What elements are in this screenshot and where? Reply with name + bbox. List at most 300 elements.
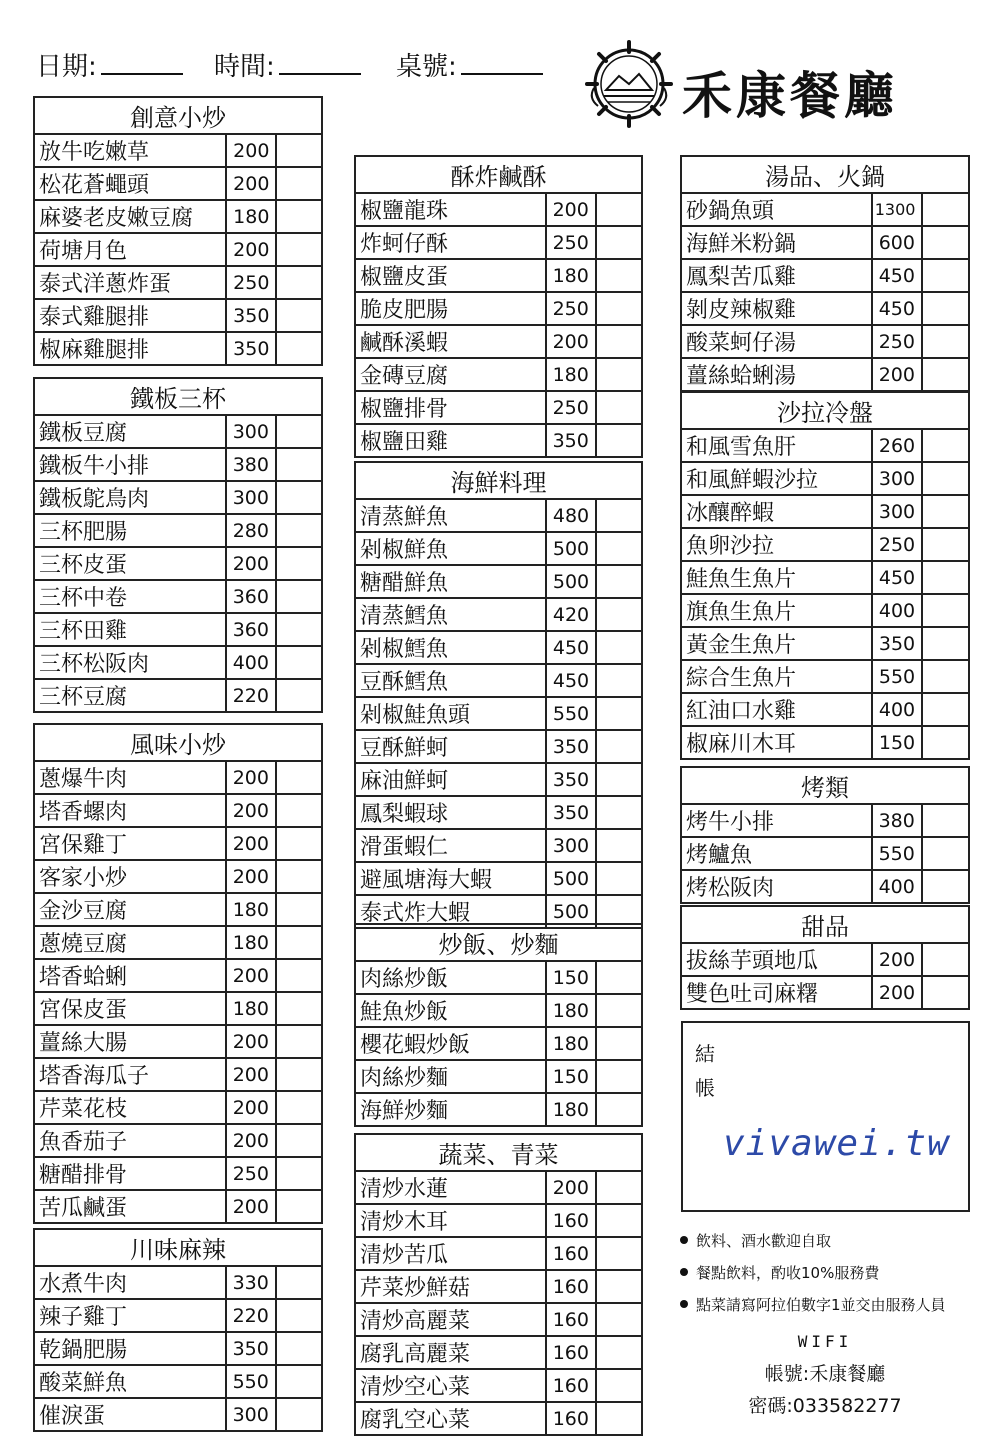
dish-name: 椒鹽排骨 — [355, 391, 546, 424]
quantity-cell[interactable] — [922, 726, 969, 759]
dish-name: 宮保雞丁 — [34, 827, 226, 860]
date-field[interactable] — [36, 44, 183, 84]
dish-price: 360 — [226, 580, 276, 613]
menu-row[interactable] — [34, 926, 322, 959]
menu-row[interactable] — [681, 292, 969, 325]
menu-row[interactable] — [355, 829, 642, 862]
dish-price: 350 — [226, 299, 276, 332]
quantity-cell[interactable] — [596, 226, 642, 259]
dish-name: 清炒水蓮 — [355, 1171, 546, 1204]
menu-row[interactable] — [34, 794, 322, 827]
dish-price: 550 — [872, 660, 922, 693]
quantity-cell[interactable] — [922, 976, 969, 1009]
menu-row[interactable] — [34, 167, 322, 200]
quantity-cell[interactable] — [922, 594, 969, 627]
menu-row[interactable] — [355, 226, 642, 259]
menu-row[interactable] — [355, 424, 642, 457]
menu-row[interactable] — [34, 415, 322, 448]
dish-name: 剝皮辣椒雞 — [681, 292, 872, 325]
quantity-cell[interactable] — [922, 627, 969, 660]
dish-price: 200 — [226, 761, 276, 794]
menu-row[interactable] — [34, 679, 322, 712]
menu-section-vegetables — [354, 1133, 643, 1436]
menu-row[interactable] — [34, 299, 322, 332]
menu-row[interactable] — [355, 598, 642, 631]
dish-name: 鳳梨苦瓜雞 — [681, 259, 872, 292]
dish-price: 160 — [546, 1270, 596, 1303]
note-item — [680, 1256, 990, 1288]
dish-name: 荷塘月色 — [34, 233, 226, 266]
menu-row[interactable] — [34, 448, 322, 481]
quantity-cell[interactable] — [276, 1157, 322, 1190]
quantity-cell[interactable] — [922, 462, 969, 495]
quantity-cell[interactable] — [596, 1270, 642, 1303]
menu-row[interactable] — [34, 1124, 322, 1157]
menu-row[interactable] — [355, 796, 642, 829]
dish-price: 300 — [226, 1398, 276, 1431]
dish-price: 180 — [546, 358, 596, 391]
quantity-cell[interactable] — [596, 565, 642, 598]
quantity-cell[interactable] — [922, 804, 969, 837]
quantity-cell[interactable] — [596, 961, 642, 994]
menu-row[interactable] — [355, 763, 642, 796]
menu-row[interactable] — [681, 429, 969, 462]
section-title: 創意小炒 — [34, 97, 322, 134]
quantity-cell[interactable] — [276, 167, 322, 200]
quantity-cell[interactable] — [596, 1237, 642, 1270]
dish-name: 宮保皮蛋 — [34, 992, 226, 1025]
dish-name: 酸菜鮮魚 — [34, 1365, 226, 1398]
dish-price: 450 — [872, 259, 922, 292]
quantity-cell[interactable] — [596, 598, 642, 631]
quantity-cell[interactable] — [922, 870, 969, 903]
quantity-cell[interactable] — [596, 763, 642, 796]
menu-row[interactable] — [355, 1336, 642, 1369]
menu-row[interactable] — [34, 613, 322, 646]
menu-row[interactable] — [355, 358, 642, 391]
quantity-cell[interactable] — [596, 1093, 642, 1126]
dish-name: 客家小炒 — [34, 860, 226, 893]
menu-row[interactable] — [681, 495, 969, 528]
menu-row[interactable] — [355, 1204, 642, 1237]
quantity-cell[interactable] — [922, 193, 969, 226]
menu-row[interactable] — [34, 827, 322, 860]
dish-price: 200 — [546, 325, 596, 358]
quantity-cell[interactable] — [596, 1303, 642, 1336]
dish-price: 160 — [546, 1303, 596, 1336]
section-title: 沙拉冷盤 — [681, 392, 969, 429]
quantity-cell[interactable] — [596, 1369, 642, 1402]
quantity-cell[interactable] — [596, 994, 642, 1027]
dish-name: 冰釀醉蝦 — [681, 495, 872, 528]
menu-row[interactable] — [34, 1365, 322, 1398]
menu-row[interactable] — [355, 730, 642, 763]
menu-row[interactable] — [681, 594, 969, 627]
quantity-cell[interactable] — [276, 332, 322, 365]
dish-name: 塔香蛤蜊 — [34, 959, 226, 992]
quantity-cell[interactable] — [596, 499, 642, 532]
dish-name: 綜合生魚片 — [681, 660, 872, 693]
quantity-cell[interactable] — [276, 1124, 322, 1157]
dish-name: 清炒木耳 — [355, 1204, 546, 1237]
menu-row[interactable] — [355, 1060, 642, 1093]
quantity-cell[interactable] — [596, 193, 642, 226]
quantity-cell[interactable] — [596, 1027, 642, 1060]
menu-section-salad-cold-dishes — [680, 391, 970, 760]
quantity-cell[interactable] — [276, 646, 322, 679]
dish-name: 三杯松阪肉 — [34, 646, 226, 679]
menu-row[interactable] — [355, 994, 642, 1027]
dish-name: 泰式洋蔥炸蛋 — [34, 266, 226, 299]
dish-price: 300 — [872, 462, 922, 495]
quantity-cell[interactable] — [276, 860, 322, 893]
dish-price: 180 — [226, 926, 276, 959]
dish-price: 260 — [872, 429, 922, 462]
quantity-cell[interactable] — [922, 226, 969, 259]
menu-row[interactable] — [34, 547, 322, 580]
menu-row[interactable] — [34, 514, 322, 547]
menu-row[interactable] — [34, 959, 322, 992]
menu-row[interactable] — [355, 532, 642, 565]
time-blank[interactable] — [279, 53, 361, 75]
menu-row[interactable] — [355, 391, 642, 424]
dish-name: 椒麻川木耳 — [681, 726, 872, 759]
dish-price: 300 — [872, 495, 922, 528]
restaurant-logo-icon — [584, 40, 674, 128]
dish-name: 放牛吃嫩草 — [34, 134, 226, 167]
menu-row[interactable] — [34, 893, 322, 926]
menu-row[interactable] — [34, 1091, 322, 1124]
dish-price: 300 — [226, 415, 276, 448]
table-number-blank[interactable] — [461, 53, 543, 75]
section-title: 風味小炒 — [34, 724, 322, 761]
menu-row[interactable] — [681, 358, 969, 391]
dish-name: 脆皮肥腸 — [355, 292, 546, 325]
quantity-cell[interactable] — [596, 358, 642, 391]
wifi-account: 帳號:禾康餐廳 — [764, 1363, 886, 1385]
quantity-cell[interactable] — [276, 1266, 322, 1299]
quantity-cell[interactable] — [922, 528, 969, 561]
dish-price: 300 — [226, 481, 276, 514]
dish-price: 500 — [546, 532, 596, 565]
dish-name: 腐乳高麗菜 — [355, 1336, 546, 1369]
quantity-cell[interactable] — [922, 292, 969, 325]
dish-price: 550 — [872, 837, 922, 870]
menu-section-iron-plate-three-cup — [33, 377, 323, 713]
menu-row[interactable] — [34, 1157, 322, 1190]
menu-row[interactable] — [681, 693, 969, 726]
quantity-cell[interactable] — [596, 862, 642, 895]
dish-price: 300 — [546, 829, 596, 862]
quantity-cell[interactable] — [596, 664, 642, 697]
quantity-cell[interactable] — [276, 415, 322, 448]
menu-row[interactable] — [681, 325, 969, 358]
note-text: 點菜請寫阿拉伯數字1並交由服務人員 — [696, 1295, 946, 1314]
quantity-cell[interactable] — [276, 547, 322, 580]
quantity-cell[interactable] — [276, 1398, 322, 1431]
quantity-cell[interactable] — [596, 424, 642, 457]
dish-price: 200 — [226, 1124, 276, 1157]
menu-row[interactable] — [34, 992, 322, 1025]
quantity-cell[interactable] — [922, 561, 969, 594]
quantity-cell[interactable] — [596, 292, 642, 325]
menu-row[interactable] — [355, 1237, 642, 1270]
dish-name: 麻婆老皮嫩豆腐 — [34, 200, 226, 233]
watermark-text: vivawei.tw — [723, 1123, 950, 1164]
quantity-cell[interactable] — [276, 893, 322, 926]
dish-price: 250 — [872, 528, 922, 561]
menu-row[interactable] — [34, 646, 322, 679]
menu-row[interactable] — [355, 1093, 642, 1126]
dish-price: 200 — [226, 959, 276, 992]
quantity-cell[interactable] — [276, 1332, 322, 1365]
dish-name: 苦瓜鹹蛋 — [34, 1190, 226, 1223]
menu-row[interactable] — [34, 200, 322, 233]
quantity-cell[interactable] — [276, 992, 322, 1025]
dish-price: 250 — [226, 1157, 276, 1190]
quantity-cell[interactable] — [276, 1091, 322, 1124]
quantity-cell[interactable] — [596, 1402, 642, 1435]
dish-name: 旗魚生魚片 — [681, 594, 872, 627]
menu-row[interactable] — [34, 233, 322, 266]
quantity-cell[interactable] — [276, 134, 322, 167]
quantity-cell[interactable] — [276, 926, 322, 959]
menu-row[interactable] — [681, 561, 969, 594]
menu-row[interactable] — [355, 1402, 642, 1435]
dish-name: 鐵板鴕鳥肉 — [34, 481, 226, 514]
dish-price: 500 — [546, 895, 596, 928]
menu-row[interactable] — [34, 1190, 322, 1223]
menu-row[interactable] — [355, 259, 642, 292]
dish-price: 250 — [546, 226, 596, 259]
dish-name: 椒鹽皮蛋 — [355, 259, 546, 292]
menu-row[interactable] — [355, 1369, 642, 1402]
dish-price: 350 — [872, 627, 922, 660]
quantity-cell[interactable] — [276, 1365, 322, 1398]
dish-price: 500 — [546, 565, 596, 598]
note-text: 餐點飲料，酌收10%服務費 — [696, 1263, 880, 1282]
quantity-cell[interactable] — [276, 959, 322, 992]
time-field[interactable] — [214, 44, 361, 84]
quantity-cell[interactable] — [276, 761, 322, 794]
dish-price: 550 — [226, 1365, 276, 1398]
dish-price: 380 — [226, 448, 276, 481]
dish-price: 220 — [226, 679, 276, 712]
dish-name: 紅油口水雞 — [681, 693, 872, 726]
dish-price: 200 — [546, 1171, 596, 1204]
quantity-cell[interactable] — [276, 827, 322, 860]
quantity-cell[interactable] — [276, 481, 322, 514]
table-number-field[interactable] — [396, 44, 543, 84]
dish-name: 鐵板牛小排 — [34, 448, 226, 481]
dish-name: 鐵板豆腐 — [34, 415, 226, 448]
menu-row[interactable] — [355, 862, 642, 895]
section-title: 湯品、火鍋 — [681, 156, 969, 193]
dish-name: 辣子雞丁 — [34, 1299, 226, 1332]
quantity-cell[interactable] — [276, 794, 322, 827]
menu-row[interactable] — [34, 580, 322, 613]
menu-row[interactable] — [34, 1398, 322, 1431]
quantity-cell[interactable] — [922, 358, 969, 391]
dish-name: 和風鮮蝦沙拉 — [681, 462, 872, 495]
dish-name: 櫻花蝦炒飯 — [355, 1027, 546, 1060]
dish-price: 450 — [546, 664, 596, 697]
menu-row[interactable] — [355, 631, 642, 664]
dish-price: 400 — [226, 646, 276, 679]
quantity-cell[interactable] — [596, 829, 642, 862]
menu-row[interactable] — [34, 1299, 322, 1332]
menu-section-fried-rice-noodles — [354, 923, 643, 1127]
dish-name: 肉絲炒麵 — [355, 1060, 546, 1093]
quantity-cell[interactable] — [596, 532, 642, 565]
dish-price: 200 — [226, 134, 276, 167]
wifi-info — [680, 1332, 970, 1422]
menu-row[interactable] — [34, 1332, 322, 1365]
dish-name: 三杯田雞 — [34, 613, 226, 646]
dish-name: 椒麻雞腿排 — [34, 332, 226, 365]
dish-price: 350 — [546, 763, 596, 796]
dish-price: 160 — [546, 1369, 596, 1402]
menu-row[interactable] — [355, 325, 642, 358]
quantity-cell[interactable] — [276, 200, 322, 233]
dish-name: 清炒苦瓜 — [355, 1237, 546, 1270]
menu-row[interactable] — [681, 259, 969, 292]
menu-row[interactable] — [34, 860, 322, 893]
menu-row[interactable] — [681, 870, 969, 903]
menu-row[interactable] — [34, 1025, 322, 1058]
dish-name: 催淚蛋 — [34, 1398, 226, 1431]
quantity-cell[interactable] — [596, 1171, 642, 1204]
menu-row[interactable] — [355, 193, 642, 226]
quantity-cell[interactable] — [596, 325, 642, 358]
quantity-cell[interactable] — [922, 943, 969, 976]
menu-row[interactable] — [34, 266, 322, 299]
section-title: 鐵板三杯 — [34, 378, 322, 415]
menu-row[interactable] — [355, 697, 642, 730]
quantity-cell[interactable] — [922, 693, 969, 726]
dish-price: 200 — [226, 794, 276, 827]
quantity-cell[interactable] — [922, 429, 969, 462]
dish-name: 剁椒鱈魚 — [355, 631, 546, 664]
menu-row[interactable] — [34, 332, 322, 365]
menu-row[interactable] — [681, 462, 969, 495]
dish-price: 180 — [546, 994, 596, 1027]
dish-name: 金磚豆腐 — [355, 358, 546, 391]
menu-row[interactable] — [34, 481, 322, 514]
menu-row[interactable] — [355, 961, 642, 994]
note-text: 飲料、酒水歡迎自取 — [696, 1231, 832, 1250]
menu-row[interactable] — [355, 1171, 642, 1204]
quantity-cell[interactable] — [276, 679, 322, 712]
quantity-cell[interactable] — [276, 613, 322, 646]
quantity-cell[interactable] — [276, 514, 322, 547]
dish-name: 松花蒼蠅頭 — [34, 167, 226, 200]
menu-section-deep-fried — [354, 155, 643, 458]
quantity-cell[interactable] — [276, 1025, 322, 1058]
dish-price: 200 — [546, 193, 596, 226]
menu-row[interactable] — [681, 627, 969, 660]
menu-row[interactable] — [681, 660, 969, 693]
menu-row[interactable] — [355, 499, 642, 532]
menu-row[interactable] — [681, 226, 969, 259]
quantity-cell[interactable] — [276, 580, 322, 613]
dish-name: 滑蛋蝦仁 — [355, 829, 546, 862]
menu-row[interactable] — [681, 804, 969, 837]
dish-price: 200 — [226, 1190, 276, 1223]
quantity-cell[interactable] — [276, 266, 322, 299]
menu-row[interactable] — [681, 976, 969, 1009]
dish-price: 400 — [872, 693, 922, 726]
menu-row[interactable] — [355, 1027, 642, 1060]
dish-price: 150 — [546, 961, 596, 994]
dish-price: 450 — [546, 631, 596, 664]
dish-price: 200 — [872, 358, 922, 391]
quantity-cell[interactable] — [596, 1336, 642, 1369]
quantity-cell[interactable] — [276, 1058, 322, 1091]
quantity-cell[interactable] — [276, 448, 322, 481]
menu-row[interactable] — [681, 837, 969, 870]
dish-price: 450 — [872, 561, 922, 594]
dish-name: 三杯中卷 — [34, 580, 226, 613]
settlement-box[interactable] — [681, 1021, 970, 1212]
dish-price: 550 — [546, 697, 596, 730]
table-number-label: 桌號: — [396, 51, 457, 82]
quantity-cell[interactable] — [596, 1204, 642, 1237]
menu-row[interactable] — [681, 528, 969, 561]
menu-row[interactable] — [681, 943, 969, 976]
section-title: 烤類 — [681, 767, 969, 804]
quantity-cell[interactable] — [276, 299, 322, 332]
quantity-cell[interactable] — [276, 233, 322, 266]
menu-row[interactable] — [681, 193, 969, 226]
dish-price: 180 — [226, 200, 276, 233]
date-blank[interactable] — [101, 53, 183, 75]
quantity-cell[interactable] — [596, 697, 642, 730]
menu-row[interactable] — [34, 1266, 322, 1299]
quantity-cell[interactable] — [276, 1299, 322, 1332]
menu-row[interactable] — [34, 134, 322, 167]
menu-row[interactable] — [355, 1270, 642, 1303]
quantity-cell[interactable] — [596, 1060, 642, 1093]
menu-row[interactable] — [355, 292, 642, 325]
quantity-cell[interactable] — [922, 837, 969, 870]
dish-price: 400 — [872, 594, 922, 627]
menu-row[interactable] — [34, 761, 322, 794]
menu-row[interactable] — [355, 1303, 642, 1336]
menu-section-sichuan-spicy — [33, 1228, 323, 1432]
quantity-cell[interactable] — [596, 259, 642, 292]
menu-row[interactable] — [355, 664, 642, 697]
dish-price: 600 — [872, 226, 922, 259]
quantity-cell[interactable] — [922, 495, 969, 528]
quantity-cell[interactable] — [922, 660, 969, 693]
dish-price: 200 — [226, 1058, 276, 1091]
dish-name: 椒鹽田雞 — [355, 424, 546, 457]
menu-row[interactable] — [681, 726, 969, 759]
quantity-cell[interactable] — [922, 259, 969, 292]
restaurant-name: 禾康餐廳 — [682, 66, 898, 125]
dish-name: 清蒸鮮魚 — [355, 499, 546, 532]
quantity-cell[interactable] — [596, 631, 642, 664]
dish-price: 360 — [226, 613, 276, 646]
quantity-cell[interactable] — [276, 1190, 322, 1223]
menu-row[interactable] — [34, 1058, 322, 1091]
quantity-cell[interactable] — [596, 796, 642, 829]
menu-row[interactable] — [355, 565, 642, 598]
quantity-cell[interactable] — [596, 391, 642, 424]
quantity-cell[interactable] — [922, 325, 969, 358]
quantity-cell[interactable] — [596, 730, 642, 763]
